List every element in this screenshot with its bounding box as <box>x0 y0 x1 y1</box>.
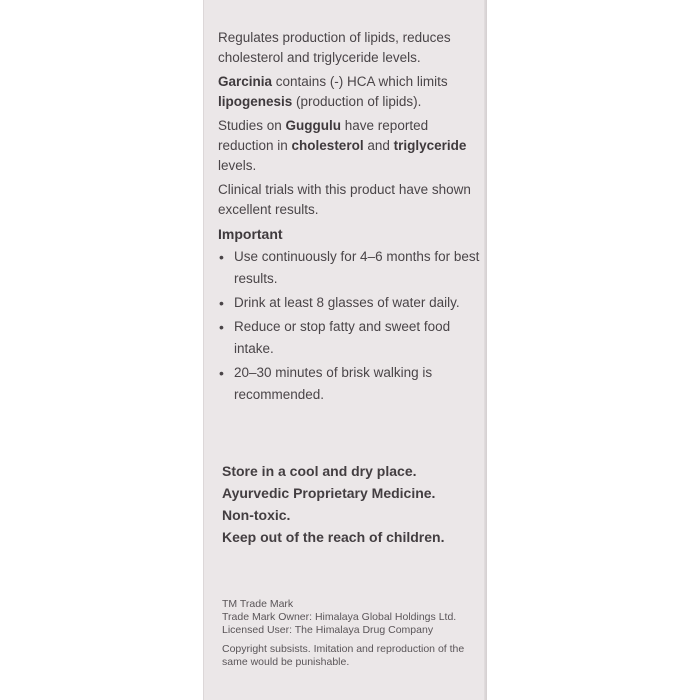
garcinia-text-1: contains (-) HCA which limits <box>272 74 448 89</box>
storage-instructions <box>222 460 482 548</box>
garcinia-name: Garcinia <box>218 74 273 89</box>
classification-line: Ayurvedic Proprietary Medicine. <box>222 485 436 501</box>
bullet-icon: • <box>219 295 224 311</box>
list-item-text: 20–30 minutes of brisk walking is recommended. <box>234 365 433 402</box>
guggulu-text-4: levels. <box>218 158 257 173</box>
description-section <box>218 28 480 408</box>
garcinia-text-2: (production of lipids). <box>292 94 422 109</box>
trademark-owner-line: Trade Mark Owner: Himalaya Global Holdings Ltd. <box>222 611 457 623</box>
safety-line: Non-toxic. <box>222 507 291 523</box>
storage-line: Store in a cool and dry place. <box>222 463 417 479</box>
intro-text: Regulates production of lipids, reduces cholesterol and triglyceride levels. <box>218 30 451 65</box>
lipogenesis-term: lipogenesis <box>218 94 293 109</box>
list-item <box>218 362 480 406</box>
guggulu-name: Guggulu <box>285 118 342 133</box>
cholesterol-term: cholesterol <box>291 138 364 153</box>
list-item <box>218 292 480 314</box>
triglyceride-term: triglyceride <box>393 138 467 153</box>
important-heading: Important <box>218 226 283 242</box>
copyright-line: Copyright subsists. Imitation and reproduction of the same would be punishable. <box>222 643 465 668</box>
garcinia-text <box>218 72 480 112</box>
list-item-text: Reduce or stop fatty and sweet food intake. <box>234 319 451 356</box>
list-item <box>218 246 480 290</box>
guggulu-text <box>218 116 480 176</box>
important-list <box>218 246 480 406</box>
guggulu-text-2: have reported reduction in <box>218 118 429 153</box>
bullet-icon: • <box>219 365 224 381</box>
list-item <box>218 316 480 360</box>
licensed-user-line: Licensed User: The Himalaya Drug Company <box>222 624 434 636</box>
trademark-line: TM Trade Mark <box>222 598 294 610</box>
bullet-icon: • <box>219 249 224 265</box>
list-item-text: Drink at least 8 glasses of water daily. <box>234 295 460 310</box>
children-warning-line: Keep out of the reach of children. <box>222 529 445 545</box>
guggulu-text-1: Studies on <box>218 118 286 133</box>
panel-edge-shadow <box>484 0 487 700</box>
guggulu-text-3: and <box>363 138 394 153</box>
bullet-icon: • <box>219 319 224 335</box>
legal-notice <box>222 598 482 669</box>
list-item-text: Use continuously for 4–6 months for best results. <box>234 249 480 286</box>
clinical-trials-text: Clinical trials with this product have shown excellent results. <box>218 182 471 217</box>
